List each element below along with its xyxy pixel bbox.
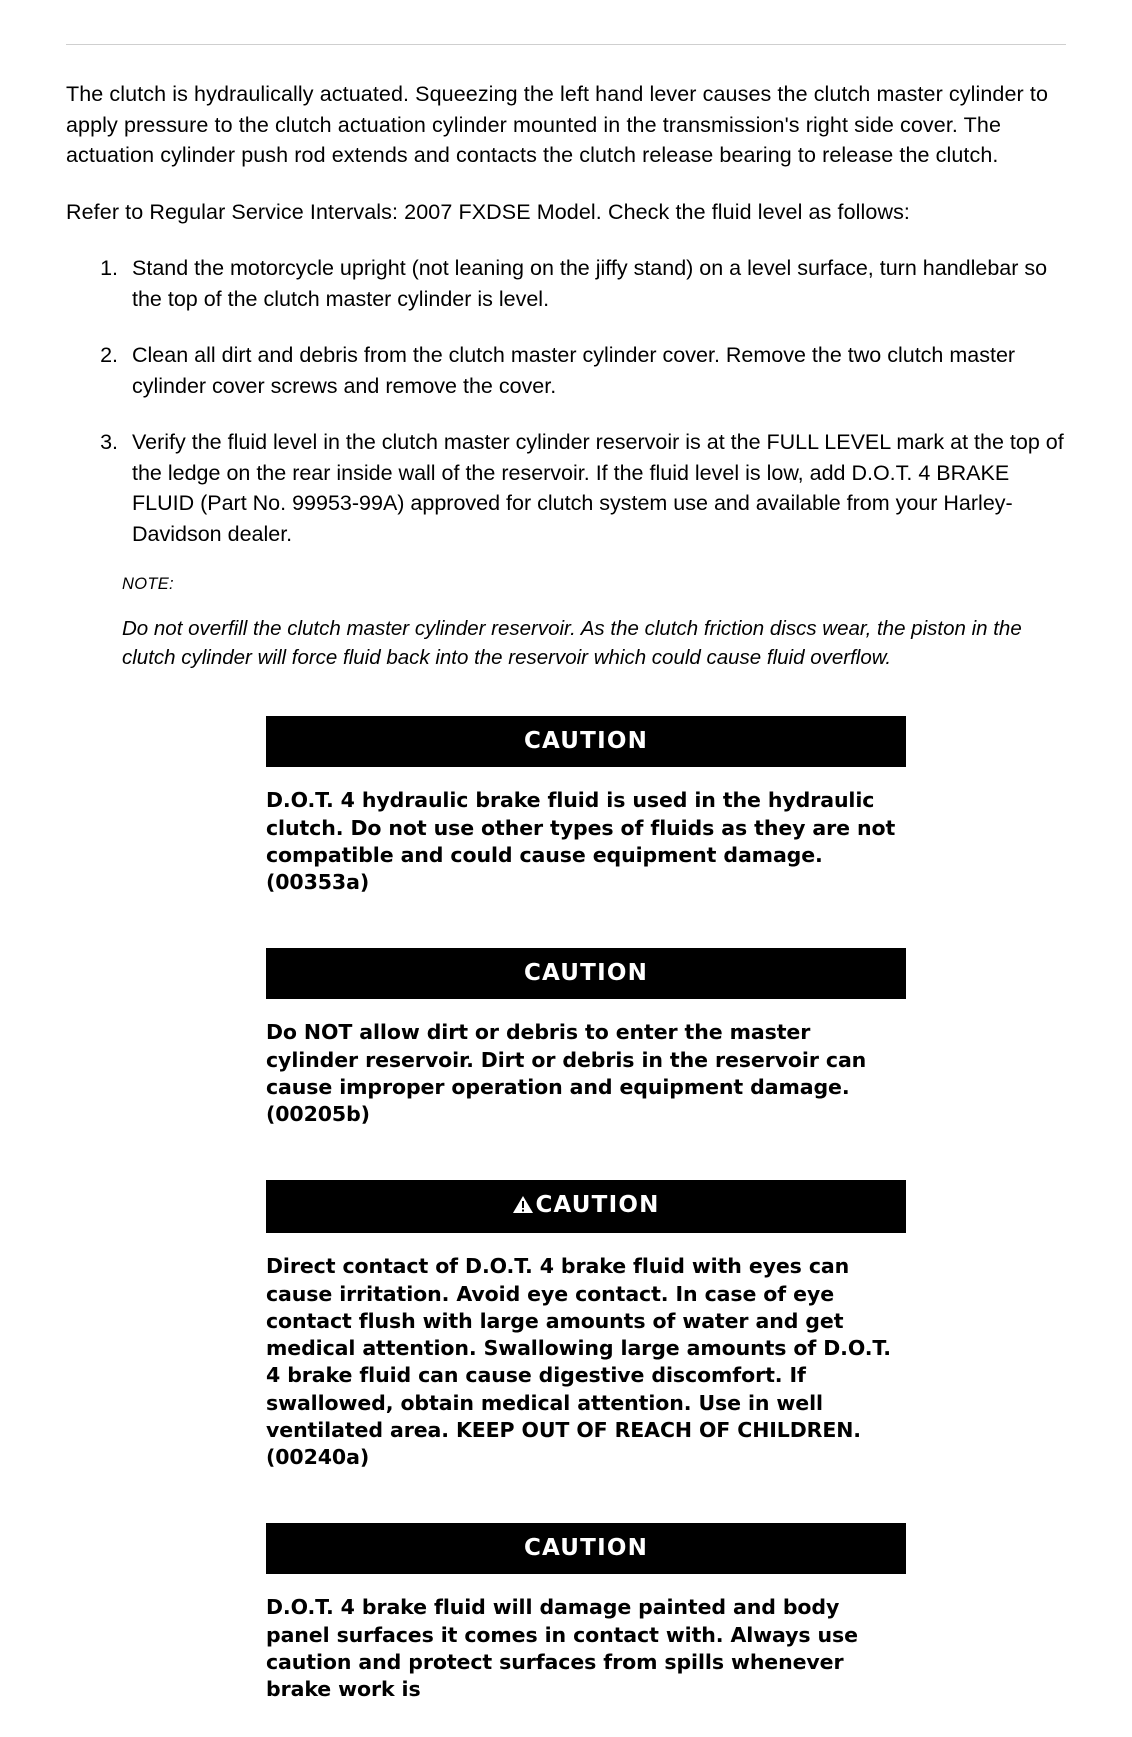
caution-heading-label: CAUTION [523, 1535, 649, 1562]
caution-block [266, 1523, 906, 1703]
caution-heading-label: CAUTION [523, 728, 649, 755]
caution-heading-label: CAUTION [535, 1192, 660, 1219]
caution-block [266, 1180, 906, 1471]
caution-block [266, 948, 906, 1128]
caution-block [266, 716, 906, 896]
caution-heading-bar [266, 1180, 906, 1233]
caution-body-text: D.O.T. 4 brake fluid will damage painted and body panel surfaces it comes in contact with. Always use caution and protect surfaces from spills whenever brake work is [266, 1595, 858, 1702]
caution-heading-bar [266, 1523, 906, 1574]
note-label: NOTE: [122, 575, 174, 594]
caution-heading-label: CAUTION [523, 960, 649, 987]
list-item: 2. Clean all dirt and debris from the clutch master cylinder cover. Remove the two clutch master cylinder cover screws and remove the cover. [124, 340, 1066, 401]
refer-paragraph: Refer to Regular Service Intervals: 2007 FXDSE Model. Check the fluid level as follows: [66, 199, 910, 224]
list-item: 3. Verify the fluid level in the clutch master cylinder reservoir is at the FULL LEVEL mark at the top of the ledge on the rear inside wall of the reservoir. If the fluid level is low, add D.O.T. 4 BRAKE FLUID (Part No. 99953-99A) approved for clutch system use and available from your Harley-Davidson dealer. [124, 427, 1066, 549]
intro-paragraph: The clutch is hydraulically actuated. Squeezing the left hand lever causes the clutch master cylinder to apply pressure to the clutch actuation cylinder mounted in the transmission's right side cover. The actuation cylinder push rod extends and contacts the clutch release bearing to release the clutch. [66, 82, 1049, 168]
note-body: Do not overfill the clutch master cylinder reservoir. As the clutch friction discs wear, the piston in the clutch cylinder will force fluid back into the reservoir which could cause fluid overflow. [122, 617, 1022, 670]
caution-body-text: D.O.T. 4 hydraulic brake fluid is used in the hydraulic clutch. Do not use other types of fluids as they are not compatible and could cause equipment damage. (00353a) [266, 788, 896, 895]
caution-body-text: Do NOT allow dirt or debris to enter the master cylinder reservoir. Dirt or debris in the reservoir can cause improper operation and equipment damage. (00205b) [266, 1020, 867, 1127]
list-item: 1. Stand the motorcycle upright (not leaning on the jiffy stand) on a level surface, turn handlebar so the top of the clutch master cylinder is level. [124, 253, 1066, 314]
caution-heading-bar [266, 948, 906, 999]
caution-heading-bar [266, 716, 906, 767]
header-divider [66, 44, 1066, 45]
warning-triangle-icon [512, 1194, 534, 1220]
caution-body-text: Direct contact of D.O.T. 4 brake fluid with eyes can cause irritation. Avoid eye contact. In case of eye contact flush with large amounts of water and get medical attention. Swallowing large amounts of D.O.T. 4 brake fluid can cause digestive discomfort. If swallowed, obtain medical attention. Use in well ventilated area. KEEP OUT OF REACH OF CHILDREN. (00240a) [266, 1254, 891, 1470]
procedure-step-list [66, 253, 1066, 549]
